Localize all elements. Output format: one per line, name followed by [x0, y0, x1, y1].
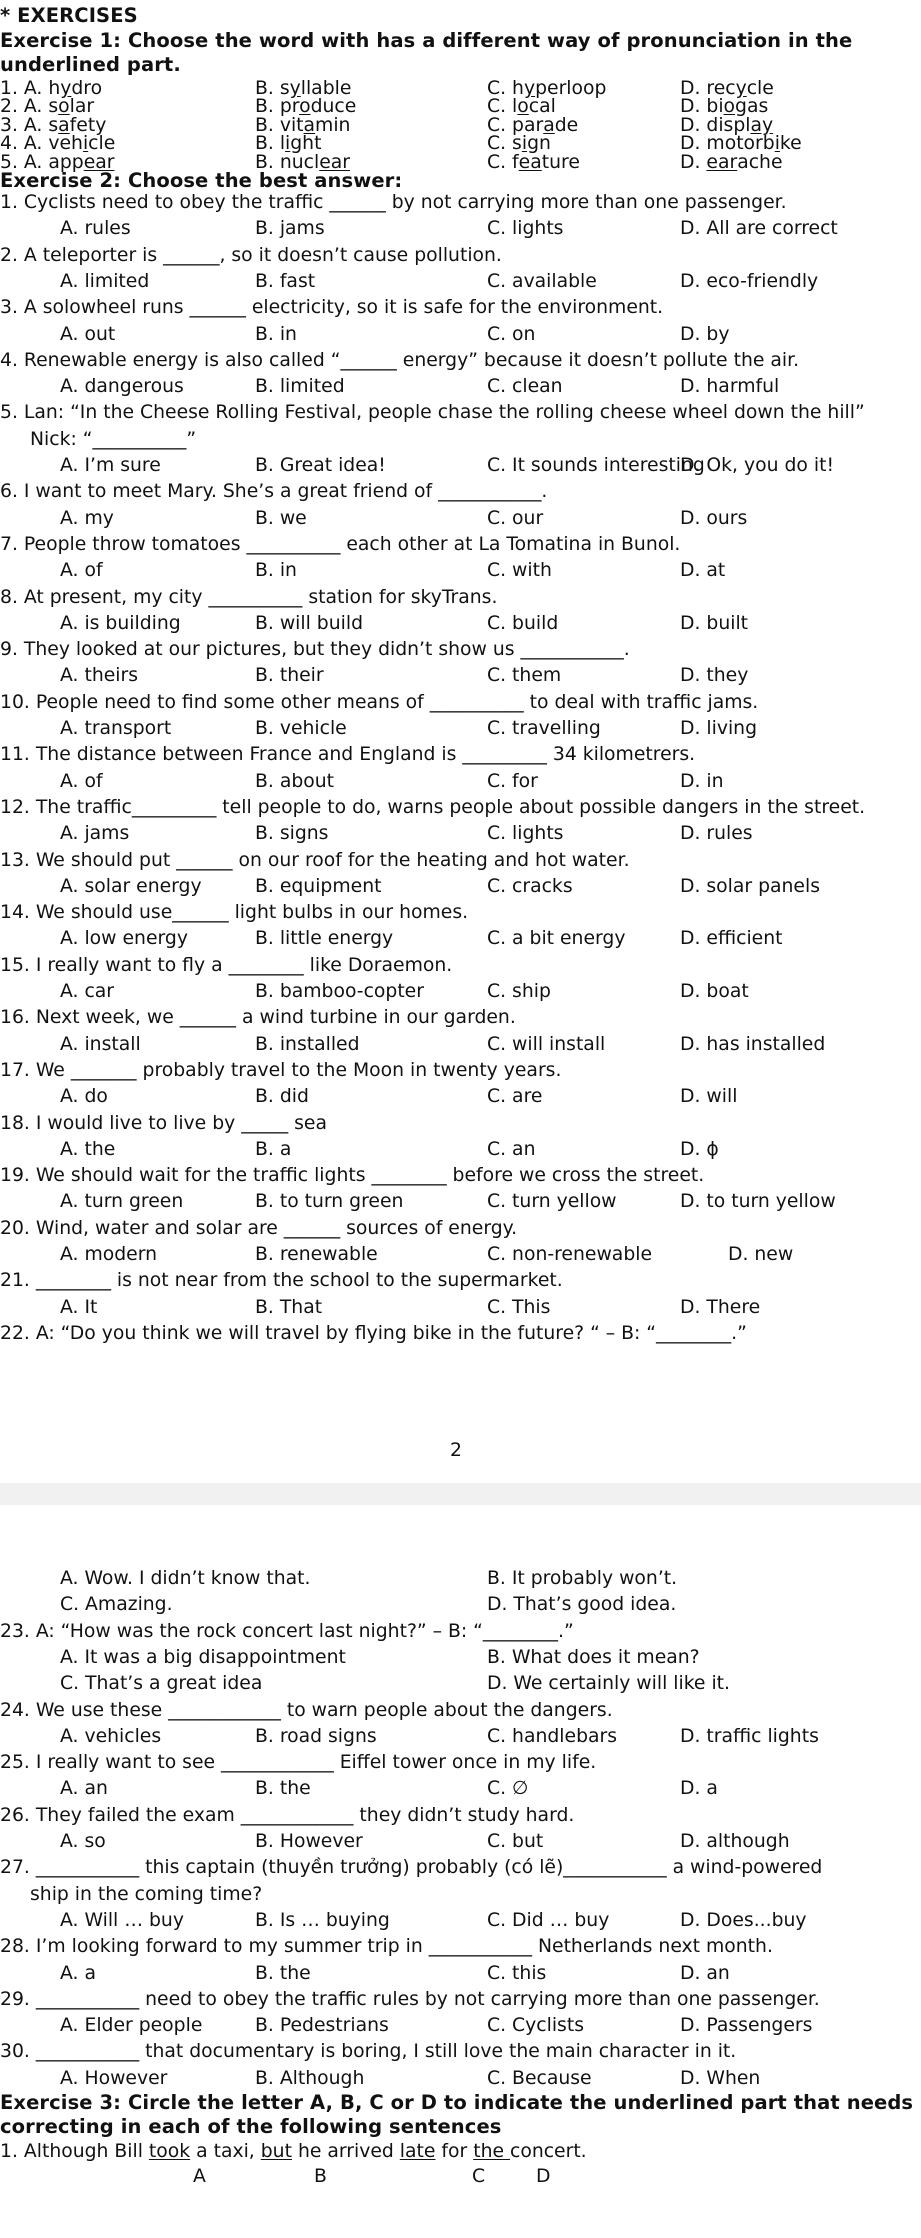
- option-d[interactable]: D. eco-friendly: [680, 270, 819, 292]
- option-b[interactable]: B. That: [255, 1296, 323, 1318]
- question-15: 15. I really want to fly a ________ like Doraemon.: [0, 954, 453, 976]
- question-10: 10. People need to find some other means of __________ to deal with traffic jams.: [0, 691, 759, 713]
- option-d[interactable]: D. a: [680, 1778, 718, 1800]
- option-c[interactable]: C. ∅: [487, 1778, 529, 1800]
- question-6: 6. I want to meet Mary. She’s a great friend of ___________.: [0, 481, 548, 503]
- option-b[interactable]: B. did: [255, 1086, 309, 1108]
- question-14: 14. We should use______ light bulbs in our homes.: [0, 902, 469, 924]
- option-c[interactable]: C. Cyclists: [487, 2015, 584, 2037]
- option-b[interactable]: B. the: [255, 1962, 311, 1984]
- option-b[interactable]: B. renewable: [255, 1244, 378, 1265]
- option-d[interactable]: D. All are correct: [680, 218, 838, 240]
- option-letter-d: D: [536, 2166, 551, 2187]
- option-a[interactable]: A. low energy: [60, 928, 188, 950]
- option-c[interactable]: C. It sounds interesting: [487, 455, 705, 476]
- question-18: 18. I would live to live by _____ sea: [0, 1112, 327, 1134]
- option-d[interactable]: D. Passengers: [680, 2015, 813, 2037]
- option-c[interactable]: C. cracks: [487, 875, 573, 897]
- option-a[interactable]: 5. A. appear: [0, 151, 115, 173]
- question-13: 13. We should put ______ on our roof for the heating and hot water.: [0, 849, 630, 871]
- option-a[interactable]: A. modern: [60, 1244, 158, 1265]
- option-c[interactable]: C. Because: [487, 2067, 592, 2089]
- question-19: 19. We should wait for the traffic lights ________ before we cross the street.: [0, 1165, 705, 1187]
- option-b[interactable]: B. It probably won’t.: [487, 1568, 678, 1589]
- option-a[interactable]: A. Wow. I didn’t know that.: [60, 1568, 311, 1589]
- option-d[interactable]: D. they: [680, 665, 749, 687]
- question-7: 7. People throw tomatoes __________ each other at La Tomatina in Bunol.: [0, 533, 681, 555]
- option-c[interactable]: C. feature: [487, 151, 580, 173]
- question-12: 12. The traffic_________ tell people to do, warns people about possible dangers in the street.: [0, 796, 866, 818]
- question-4: 4. Renewable energy is also called “______ energy” because it doesn’t pollute the air.: [0, 349, 800, 371]
- option-c[interactable]: C. a bit energy: [487, 928, 626, 950]
- exercise-1-heading: Exercise 1: Choose the word with has a different way of pronunciation in the: [0, 29, 853, 52]
- option-b[interactable]: B. equipment: [255, 875, 382, 897]
- option-c[interactable]: C. on: [487, 323, 536, 345]
- option-b[interactable]: B. Is … buying: [255, 1909, 390, 1931]
- exercise-3-heading: Exercise 3: Circle the letter A, B, C or D to indicate the underlined part that needs: [0, 2091, 914, 2114]
- option-d[interactable]: D. display: [680, 114, 774, 136]
- option-c[interactable]: C. That’s a great idea: [60, 1673, 263, 1695]
- option-c[interactable]: C. with: [487, 560, 552, 582]
- option-c[interactable]: C. but: [487, 1831, 544, 1852]
- option-d[interactable]: D. ϕ: [680, 1138, 719, 1160]
- question-5: 5. Lan: “In the Cheese Rolling Festival, people chase the rolling cheese wheel down the hill”: [0, 402, 865, 424]
- option-d[interactable]: D. solar panels: [680, 875, 820, 897]
- option-a[interactable]: 1. A. hydro: [0, 78, 103, 99]
- option-a[interactable]: A. install: [60, 1033, 141, 1055]
- option-a[interactable]: A. my: [60, 507, 114, 529]
- option-c[interactable]: C. will install: [487, 1033, 606, 1055]
- option-b[interactable]: B. vehicle: [255, 718, 347, 739]
- option-c[interactable]: C. are: [487, 1086, 543, 1108]
- option-a[interactable]: 3. A. safety: [0, 114, 107, 136]
- option-a[interactable]: A. an: [60, 1778, 108, 1800]
- option-a[interactable]: A. so: [60, 1831, 106, 1852]
- question-5-cont: Nick: “__________”: [30, 428, 197, 450]
- page-break: [0, 1483, 921, 1505]
- question-21: 21. ________ is not near from the school to the supermarket.: [0, 1270, 563, 1292]
- worksheet-page-2: [0, 1505, 921, 2238]
- option-b[interactable]: B. fast: [255, 270, 316, 292]
- option-b[interactable]: B. jams: [255, 218, 325, 240]
- option-d[interactable]: D. living: [680, 718, 757, 739]
- option-b[interactable]: B. bamboo-copter: [255, 981, 424, 1002]
- option-c[interactable]: C. travelling: [487, 718, 601, 739]
- option-d[interactable]: D. an: [680, 1962, 730, 1984]
- option-b[interactable]: B. in: [255, 323, 297, 345]
- option-c[interactable]: C. our: [487, 507, 544, 529]
- option-c[interactable]: C. Amazing.: [60, 1594, 173, 1616]
- option-c[interactable]: C. local: [487, 96, 556, 118]
- exercise-3-heading-cont: correcting in each of the following sentences: [0, 2115, 502, 2138]
- question-24: 24. We use these ____________ to warn people about the dangers.: [0, 1699, 613, 1721]
- option-a[interactable]: A. is building: [60, 612, 181, 634]
- option-b[interactable]: B. their: [255, 665, 324, 687]
- option-d[interactable]: D. There: [680, 1296, 761, 1318]
- question-17: 17. We _______ probably travel to the Moon in twenty years.: [0, 1059, 562, 1081]
- option-c[interactable]: C. an: [487, 1138, 536, 1160]
- option-a[interactable]: A. vehicles: [60, 1725, 162, 1747]
- option-d[interactable]: D. recycle: [680, 78, 774, 99]
- option-a[interactable]: A. turn green: [60, 1191, 184, 1213]
- option-d[interactable]: D. has installed: [680, 1033, 826, 1055]
- option-d[interactable]: D. That’s good idea.: [487, 1594, 677, 1616]
- option-a[interactable]: A. However: [60, 2067, 168, 2089]
- question-27-cont: ship in the coming time?: [30, 1883, 263, 1905]
- option-c[interactable]: C. Did … buy: [487, 1909, 610, 1931]
- option-d[interactable]: D. built: [680, 612, 749, 634]
- option-a[interactable]: A. car: [60, 981, 115, 1002]
- option-b[interactable]: B. vitamin: [255, 114, 351, 136]
- option-c[interactable]: C. turn yellow: [487, 1191, 617, 1213]
- option-c[interactable]: C. lights: [487, 823, 564, 845]
- option-c[interactable]: C. ship: [487, 981, 551, 1002]
- option-a[interactable]: A. of: [60, 770, 103, 792]
- question-30: 30. ___________ that documentary is boring, I still love the main character in it.: [0, 2041, 737, 2063]
- option-c[interactable]: C. them: [487, 665, 562, 687]
- option-a[interactable]: A. do: [60, 1086, 108, 1108]
- option-a[interactable]: A. transport: [60, 718, 172, 739]
- page-number: 2: [450, 1440, 462, 1461]
- worksheet-title: * EXERCISES: [0, 4, 138, 27]
- option-c[interactable]: C. clean: [487, 376, 563, 398]
- option-c[interactable]: C. build: [487, 612, 559, 634]
- exercise-1-heading-cont: underlined part.: [0, 53, 181, 76]
- option-a[interactable]: A. It was a big disappointment: [60, 1646, 346, 1668]
- option-b[interactable]: B. However: [255, 1831, 363, 1852]
- option-b[interactable]: B. the: [255, 1778, 311, 1800]
- option-d[interactable]: D. Ok, you do it!: [680, 455, 834, 476]
- option-a[interactable]: A. rules: [60, 218, 131, 240]
- option-c[interactable]: C. This: [487, 1296, 551, 1318]
- option-b[interactable]: B. Great idea!: [255, 455, 386, 476]
- option-b[interactable]: B. in: [255, 560, 297, 582]
- option-d[interactable]: D. We certainly will like it.: [487, 1673, 730, 1695]
- question-28: 28. I’m looking forward to my summer trip in ___________ Netherlands next month.: [0, 1936, 773, 1958]
- exercise-2-heading: Exercise 2: Choose the best answer:: [0, 169, 403, 192]
- option-a[interactable]: A. Elder people: [60, 2015, 203, 2037]
- option-b[interactable]: B. light: [255, 133, 322, 155]
- question-11: 11. The distance between France and England is _________ 34 kilometrers.: [0, 744, 696, 766]
- question-29: 29. ___________ need to obey the traffic rules by not carrying more than one passenger.: [0, 1988, 820, 2010]
- option-b[interactable]: B. limited: [255, 376, 345, 398]
- option-a[interactable]: A. out: [60, 323, 116, 345]
- option-a[interactable]: A. the: [60, 1138, 116, 1160]
- option-d[interactable]: D. traffic lights: [680, 1725, 819, 1747]
- option-d[interactable]: D. motorbike: [680, 133, 802, 155]
- option-a[interactable]: A. I’m sure: [60, 455, 161, 476]
- option-b[interactable]: B. nuclear: [255, 151, 350, 173]
- option-b[interactable]: B. little energy: [255, 928, 394, 950]
- option-a[interactable]: A. jams: [60, 823, 130, 845]
- option-d[interactable]: D. Does...buy: [680, 1909, 807, 1931]
- question-20: 20. Wind, water and solar are ______ sources of energy.: [0, 1217, 518, 1239]
- option-b[interactable]: B. What does it mean?: [487, 1646, 700, 1668]
- question-22: 22. A: “Do you think we will travel by flying bike in the future? “ – B: “________.”: [0, 1322, 747, 1344]
- option-c[interactable]: C. this: [487, 1962, 547, 1984]
- option-c[interactable]: C. hyperloop: [487, 78, 607, 99]
- option-d[interactable]: D. at: [680, 560, 726, 582]
- option-b[interactable]: B. syllable: [255, 78, 352, 99]
- option-b[interactable]: B. road signs: [255, 1725, 377, 1747]
- option-b[interactable]: B. will build: [255, 612, 363, 634]
- option-a[interactable]: A. of: [60, 560, 103, 582]
- option-d[interactable]: D. biogas: [680, 96, 769, 118]
- option-c[interactable]: C. non-renewable: [487, 1244, 653, 1265]
- option-d[interactable]: D. by: [680, 323, 730, 345]
- question-3: 3. A solowheel runs ______ electricity, so it is safe for the environment.: [0, 297, 664, 319]
- question-2: 2. A teleporter is ______, so it doesn’t cause pollution.: [0, 244, 502, 266]
- question-25: 25. I really want to see ____________ Eiffel tower once in my life.: [0, 1752, 597, 1774]
- option-c[interactable]: C. lights: [487, 218, 564, 240]
- option-a[interactable]: A. theirs: [60, 665, 139, 687]
- option-d[interactable]: D. rules: [680, 823, 753, 845]
- option-c[interactable]: C. parade: [487, 114, 579, 136]
- option-c[interactable]: C. sign: [487, 133, 551, 155]
- option-d[interactable]: D. in: [680, 770, 724, 792]
- option-d[interactable]: D. although: [680, 1831, 790, 1852]
- option-b[interactable]: B. signs: [255, 823, 329, 845]
- option-a[interactable]: 2. A. solar: [0, 96, 95, 118]
- option-a[interactable]: A. It: [60, 1296, 98, 1318]
- question-23: 23. A: “How was the rock concert last night?” – B: “________.”: [0, 1620, 574, 1642]
- option-a[interactable]: A. a: [60, 1962, 96, 1984]
- option-b[interactable]: B. Pedestrians: [255, 2015, 389, 2037]
- option-a[interactable]: 4. A. vehicle: [0, 133, 116, 155]
- option-d[interactable]: D. ours: [680, 507, 748, 529]
- question-27: 27. ___________ this captain (thuyền trưởng) probably (có lẽ)___________ a wind-powered: [0, 1857, 823, 1879]
- exercise-3-sentence-1: 1. Although Bill took a taxi, but he arrived late for the concert.: [0, 2141, 587, 2162]
- option-d[interactable]: D. efficient: [680, 928, 783, 950]
- option-b[interactable]: B. about: [255, 770, 335, 792]
- option-c[interactable]: C. available: [487, 270, 597, 292]
- option-letter-a: A: [193, 2166, 206, 2187]
- option-d[interactable]: D. When: [680, 2067, 761, 2089]
- option-a[interactable]: A. dangerous: [60, 376, 184, 398]
- option-b[interactable]: B. we: [255, 507, 307, 529]
- option-letter-c: C: [472, 2166, 486, 2187]
- question-9: 9. They looked at our pictures, but they didn’t show us ___________.: [0, 639, 630, 661]
- option-a[interactable]: A. Will … buy: [60, 1909, 184, 1931]
- option-b[interactable]: B. produce: [255, 96, 357, 118]
- question-16: 16. Next week, we ______ a wind turbine in our garden.: [0, 1007, 516, 1029]
- option-b[interactable]: B. installed: [255, 1033, 360, 1055]
- option-letter-b: B: [314, 2166, 327, 2187]
- option-b[interactable]: B. a: [255, 1138, 292, 1160]
- option-b[interactable]: B. to turn green: [255, 1191, 404, 1213]
- option-c[interactable]: C. for: [487, 770, 538, 792]
- option-b[interactable]: B. Although: [255, 2067, 365, 2089]
- question-26: 26. They failed the exam ____________ they didn’t study hard.: [0, 1804, 575, 1826]
- option-a[interactable]: A. limited: [60, 270, 150, 292]
- question-1: 1. Cyclists need to obey the traffic ______ by not carrying more than one passenger.: [0, 192, 787, 213]
- option-d[interactable]: D. earache: [680, 151, 783, 173]
- option-d[interactable]: D. to turn yellow: [680, 1191, 836, 1213]
- question-8: 8. At present, my city __________ station for skyTrans.: [0, 586, 498, 608]
- option-c[interactable]: C. handlebars: [487, 1725, 618, 1747]
- option-d[interactable]: D. harmful: [680, 376, 780, 398]
- option-d[interactable]: D. boat: [680, 981, 749, 1002]
- option-d[interactable]: D. new: [728, 1244, 794, 1265]
- option-d[interactable]: D. will: [680, 1086, 738, 1108]
- option-a[interactable]: A. solar energy: [60, 875, 202, 897]
